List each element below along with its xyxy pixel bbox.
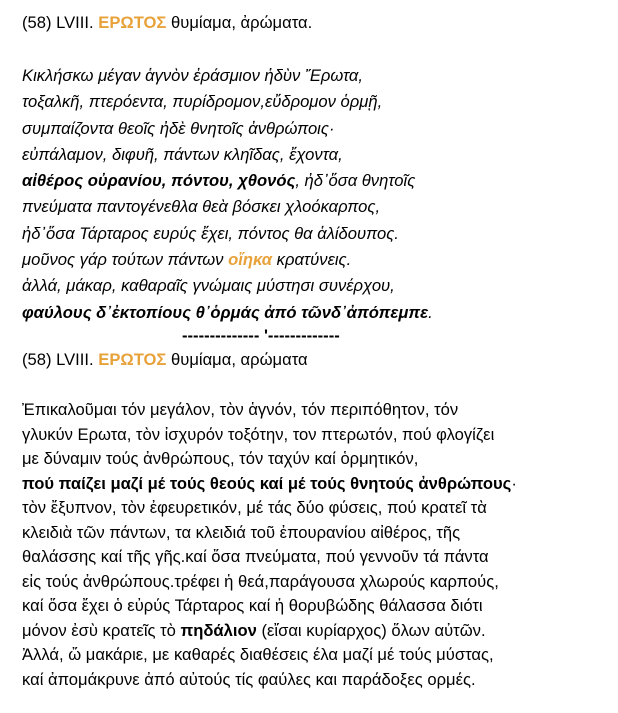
prose-line (22, 619, 517, 644)
prose-line: καί ἀπομάκρυνε ἀπό αὐτούς τίς φαύλες και παράδοξες ορμές. (22, 669, 476, 689)
verse-line (22, 168, 433, 194)
heading-greek-original (22, 10, 312, 36)
hymn-title: ΕΡΩΤΟΣ (98, 350, 167, 369)
prose-bold-phrase: πού παίζει μαζί μέ τούς θεούς καί μέ τούς θνητούς ἀνθρώπους (22, 473, 512, 493)
hymn-title: ΕΡΩΤΟΣ (98, 13, 167, 32)
hymn-incense: θυμίαμα, αρώματα (171, 350, 308, 369)
verse-line: εὐπάλαμον, διφυῆ, πάντων κληῖδας, ἔχοντα, (22, 144, 343, 164)
verse-line: πνεύματα παντογένεθλα θεὰ βόσκει χλοόκαρπος, (22, 197, 381, 217)
prose-line: καί ὅσα ἔχει ὁ εὐρύς Τάρταρος καί ἡ θορυβώδης θάλασσα διότι (22, 596, 483, 615)
verse-line: ἀλλά, μάκαρ, καθαραῖς γνώμαις μύστησι συνέρχου, (22, 276, 395, 296)
verse-text: . (428, 302, 433, 322)
prose-bold-phrase: πηδάλιον (180, 620, 257, 640)
prose-line: με δύναμιν τούς ἀνθρώπους, τόν ταχύν καί ὁρμητικόν, (22, 449, 419, 468)
ancient-verse (22, 63, 433, 326)
verse-text: μοῦνος γάρ τούτων πάντων (22, 250, 224, 270)
prose-line: γλυκύν Ερωτα, τὸν ἰσχυρόν τοξότην, τον πτερωτόν, πού φλογίζει (22, 424, 495, 444)
prose-line: Ἀλλά, ὤ μακάριε, με καθαρές διαθέσεις έλα μαζί μέ τούς μύστας, (22, 645, 494, 664)
prose-line: τὸν ἔξυπνον, τὸν ἐφευρετικόν, μέ τάς δύο φύσεις, πού κρατεῖ τὰ (22, 498, 487, 517)
translation-prose (22, 398, 517, 692)
prose-line: θαλάσσης καί τῆς γῆς.καί ὅσα πνεύματα, πού γεννοῦν τά πάντα (22, 547, 489, 566)
heading-translation (22, 347, 308, 373)
verse-bold-phrase: φαύλους δ᾽ἐκτοπίους θ᾽ὁρμάς ἀπό τῶνδ᾽ἀπόπεμπε (22, 302, 429, 322)
hymn-number: (58) LVIII. (22, 13, 94, 32)
prose-line: Ἐπικαλοῦμαι τόν μεγάλον, τὸν ἁγνόν, τόν περιπόθητον, τόν (22, 400, 459, 419)
prose-line: εἰς τούς ἀνθρώπους.τρέφει ἡ θεά,παράγουσα χλωρούς καρπούς, (22, 571, 499, 591)
verse-line: τοξαλκῆ, πτερόεντα, πυρίδρομον,εὔδρομον ὁρμῇ, (22, 92, 383, 112)
prose-line (22, 472, 517, 497)
verse-line: συμπαίζοντα θεοῖς ἠδὲ θνητοῖς ἀνθρώποις· (22, 118, 335, 138)
section-separator: -------------- '------------- (182, 326, 340, 345)
hymn-incense: θυμίαμα, ἀρώματα. (171, 13, 313, 32)
verse-text: , ἠδ᾽ὅσα θνητοῖς (295, 171, 416, 191)
prose-text: (εἴσαι κυρίαρχος) ὅλων αὐτῶν. (261, 620, 486, 640)
verse-line: Κικλήσκω μέγαν ἁγνὸν ἐράσμιον ἡδὺν Ἔρωτα, (22, 66, 363, 85)
verse-line (22, 247, 433, 273)
hymn-number: (58) LVIII. (22, 350, 94, 369)
prose-text: μόνον ἐσὺ κρατεῖς τὸ (22, 620, 176, 640)
verse-highlight-word: οἴηκα (228, 250, 273, 270)
verse-line: ἠδ᾽ὅσα Τάρταρος ευρύς ἔχει, πόντος θα ἁλίδουπος. (22, 223, 399, 243)
prose-line: κλειδιὰ τῶν πάντων, τα κλειδιά τοῦ ἐπουρανίου αἰθέρος, τῆς (22, 522, 461, 542)
verse-bold-phrase: αἰθέρος οὐρανίου, πόντου, χθονός (22, 171, 296, 191)
prose-text: · (511, 473, 517, 493)
verse-text: κρατύνεις. (276, 250, 352, 270)
